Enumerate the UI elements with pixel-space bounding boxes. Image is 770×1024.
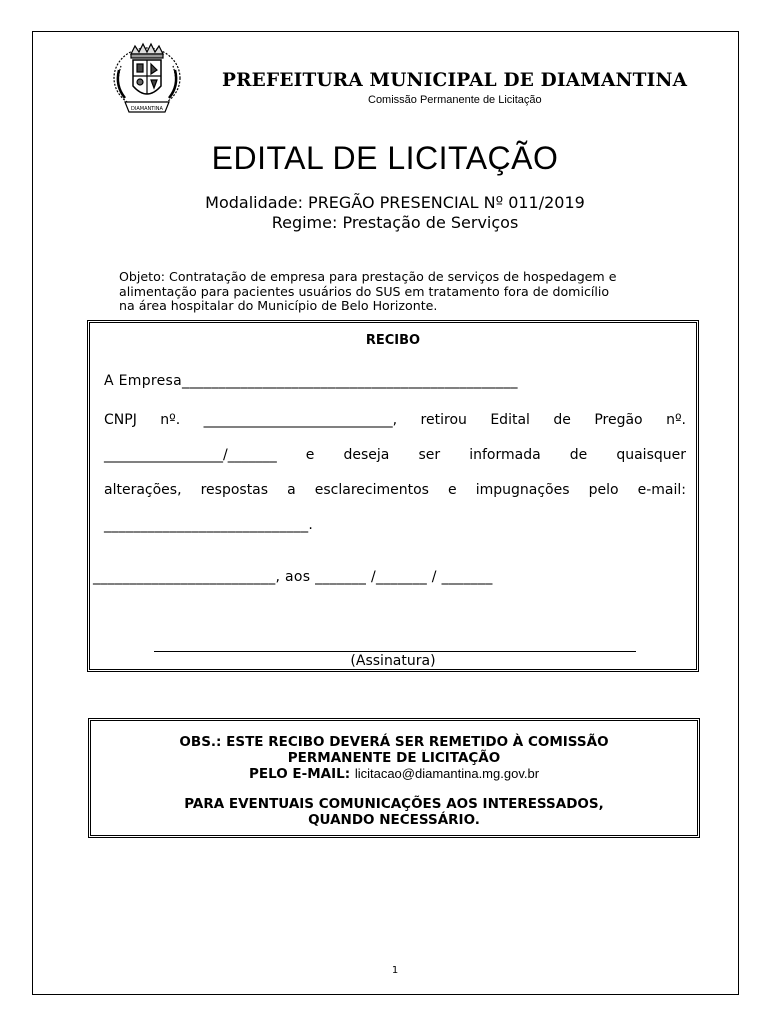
objeto-line-1: Objeto: Contratação de empresa para prestação de serviços de hospedagem e bbox=[119, 269, 617, 284]
signature-line bbox=[154, 651, 636, 652]
recibo-empresa-line: A Empresa______________________________________________ bbox=[104, 373, 518, 389]
obs-email-line bbox=[91, 766, 697, 782]
objeto-line-3: na área hospitalar do Município de Belo Horizonte. bbox=[119, 298, 438, 313]
obs-line-5: QUANDO NECESSÁRIO. bbox=[308, 812, 480, 828]
crest-banner-text: DIAMANTINA bbox=[131, 106, 163, 112]
modality-line: Modalidade: PREGÃO PRESENCIAL Nº 011/2019 bbox=[205, 193, 585, 212]
obs-email-prefix: PELO E-MAIL: bbox=[248, 766, 351, 782]
recibo-cnpj-line: CNPJ nº. ___________________________, retirou Edital de Pregão nº. bbox=[104, 412, 686, 428]
obs-box bbox=[88, 718, 700, 838]
recibo-email-line: ____________________________. bbox=[104, 517, 314, 533]
signature-label: (Assinatura) bbox=[350, 653, 436, 669]
committee-name: Comissão Permanente de Licitação bbox=[368, 94, 542, 106]
objeto-line-2: alimentação para pacientes usuários do SUS em tratamento fora de domicílio bbox=[119, 283, 610, 299]
obs-line-4: PARA EVENTUAIS COMUNICAÇÕES AOS INTERESSADOS, bbox=[184, 796, 604, 812]
recibo-title: RECIBO bbox=[365, 333, 421, 348]
recibo-pregao-line: _________________/_______ e deseja ser informada de quaisquer bbox=[104, 447, 686, 463]
obs-line-1: OBS.: ESTE RECIBO DEVERÁ SER REMETIDO À COMISSÃO bbox=[179, 734, 609, 750]
obs-line-2: PERMANENTE DE LICITAÇÃO bbox=[287, 750, 501, 766]
municipality-name: PREFEITURA MUNICIPAL DE DIAMANTINA bbox=[222, 70, 688, 91]
recibo-box bbox=[87, 320, 699, 672]
document-title: EDITAL DE LICITAÇÃO bbox=[211, 140, 559, 176]
recibo-alteracoes-line: alterações, respostas a esclarecimentos e impugnações pelo e-mail: bbox=[104, 482, 686, 498]
recibo-date-line: _________________________, aos _______ /_______ / _______ bbox=[93, 569, 493, 585]
objeto-text bbox=[119, 270, 699, 314]
obs-email-address: licitacao@diamantina.mg.gov.br bbox=[354, 766, 540, 781]
modality-block bbox=[0, 193, 770, 233]
municipal-crest-logo bbox=[111, 40, 183, 118]
page-number: 1 bbox=[391, 965, 399, 976]
regime-line: Regime: Prestação de Serviços bbox=[271, 213, 519, 232]
